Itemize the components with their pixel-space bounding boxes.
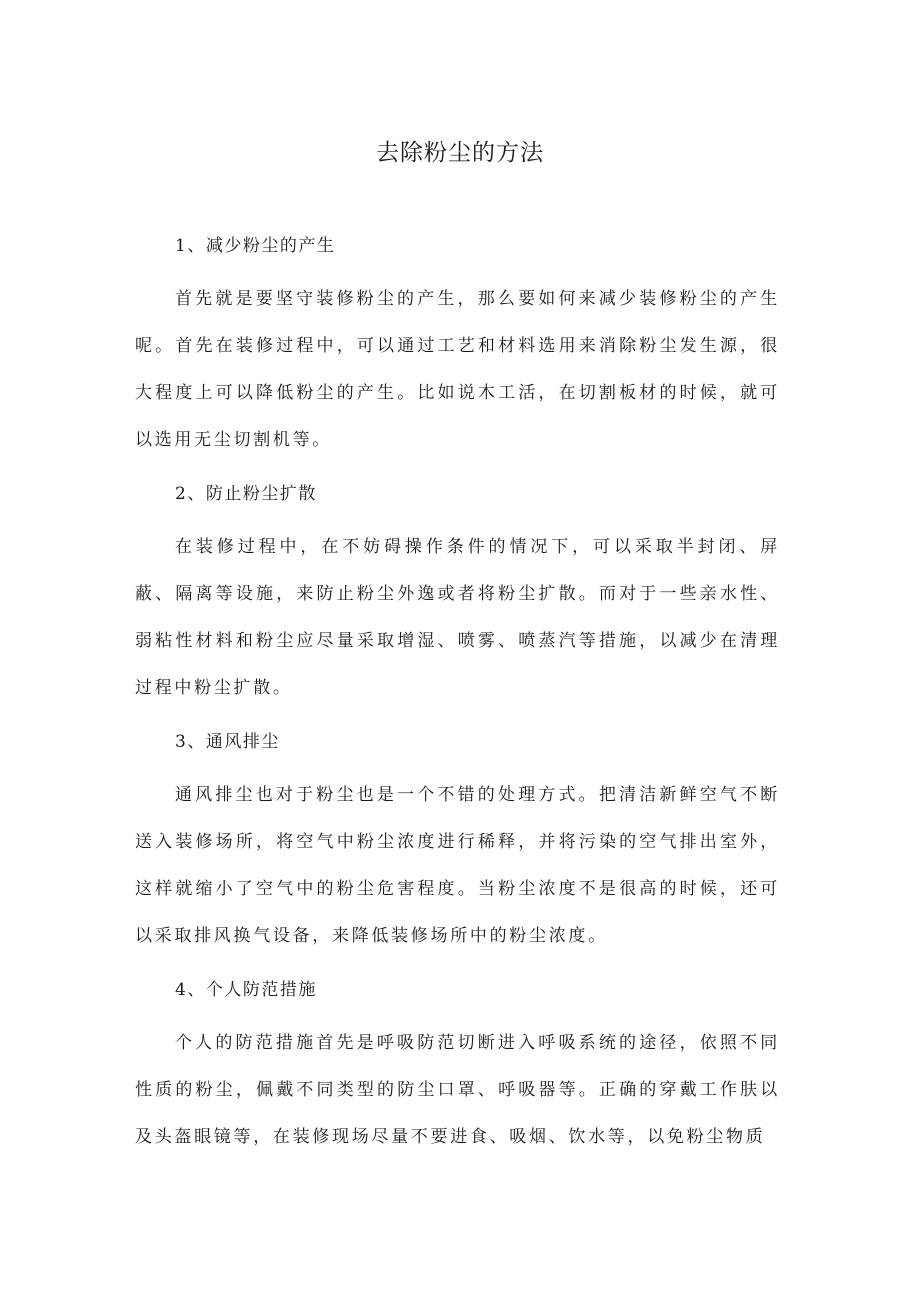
section-paragraph-4: 个人的防范措施首先是呼吸防范切断进入呼吸系统的途径，依照不同性质的粉尘，佩戴不同类型的防尘口罩、呼吸器等。正确的穿戴工作肤以及头盔眼镜等，在装修现场尽量不要进食、吸烟、饮水等，以免粉尘物质 (135, 1033, 780, 1147)
section-heading-2: 2、防止粉尘扩散 (175, 484, 317, 504)
section-paragraph-2: 在装修过程中，在不妨碍操作条件的情况下，可以采取半封闭、屏蔽、隔离等设施，来防止粉尘外逸或者将粉尘扩散。而对于一些亲水性、弱粘性材料和粉尘应尽量采取增湿、喷雾、喷蒸汽等措施，以减少在清理过程中粉尘扩散。 (135, 537, 780, 698)
section-heading-4: 4、个人防范措施 (175, 980, 317, 1000)
section-paragraph-1: 首先就是要坚守装修粉尘的产生，那么要如何来减少装修粉尘的产生呢。首先在装修过程中，可以通过工艺和材料选用来消除粉尘发生源，很大程度上可以降低粉尘的产生。比如说木工活，在切割板材的时候，就可以选用无尘切割机等。 (135, 289, 780, 450)
section-heading-3: 3、通风排尘 (175, 732, 280, 752)
page-title: 去除粉尘的方法 (376, 140, 544, 166)
section-heading-1: 1、减少粉尘的产生 (175, 236, 336, 256)
document-body (135, 228, 780, 1173)
section-paragraph-3: 通风排尘也对于粉尘也是一个不错的处理方式。把清洁新鲜空气不断送入装修场所，将空气中粉尘浓度进行稀释，并将污染的空气排出室外，这样就缩小了空气中的粉尘危害程度。当粉尘浓度不是很高的时候，还可以采取排风换气设备，来降低装修场所中的粉尘浓度。 (135, 785, 780, 946)
